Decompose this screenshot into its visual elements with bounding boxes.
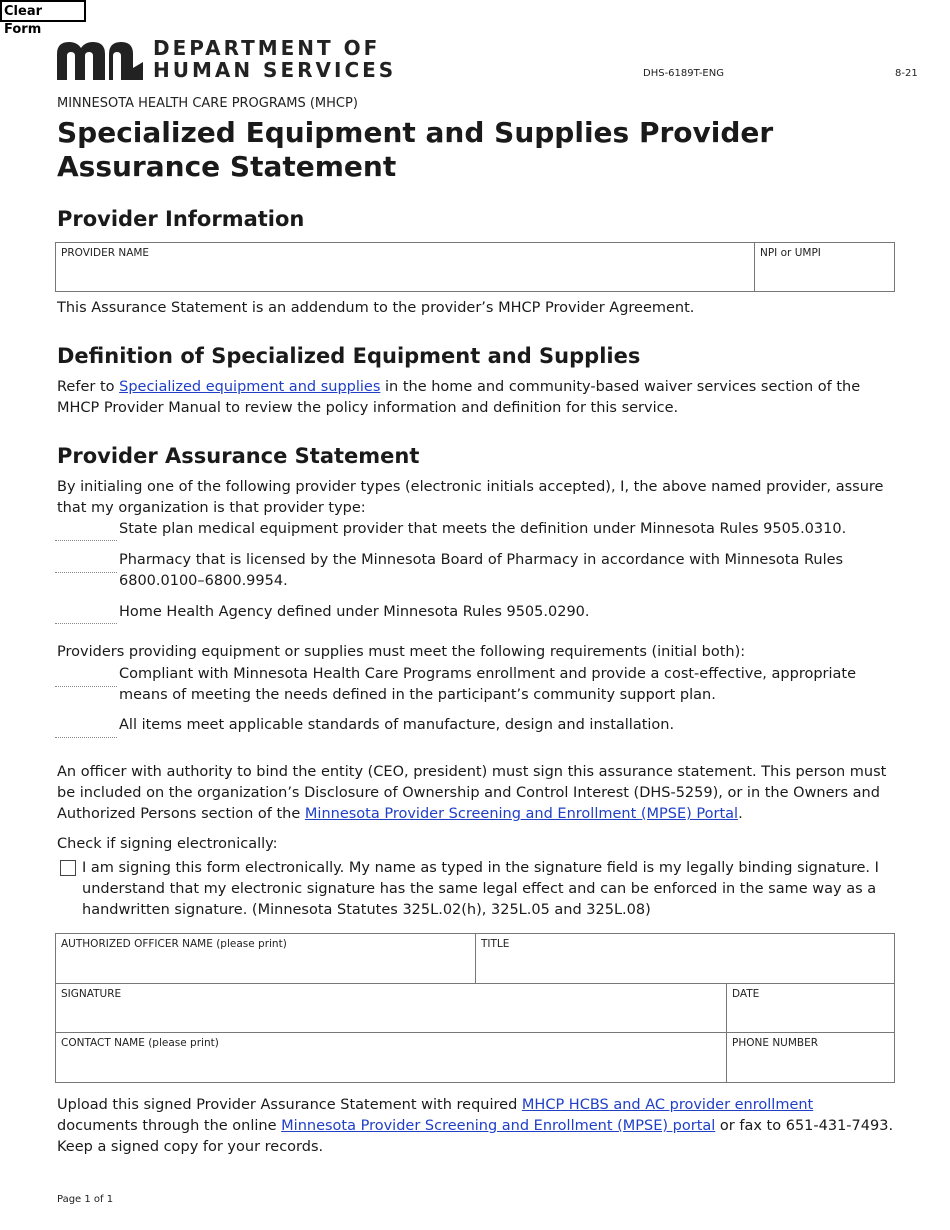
date-label: DATE — [732, 988, 760, 1000]
contact-name-label: CONTACT NAME (please print) — [61, 1037, 219, 1049]
initial-field-req-2[interactable] — [55, 721, 117, 738]
program-name: MINNESOTA HEALTH CARE PROGRAMS (MHCP) — [57, 96, 358, 111]
page-title — [57, 116, 897, 184]
mpse-portal-link[interactable]: Minnesota Provider Screening and Enrollment (MPSE) Portal — [304, 806, 739, 822]
dept-line-2: HUMAN SERVICES — [153, 58, 397, 82]
provider-info-heading: Provider Information — [57, 207, 305, 231]
department-name — [153, 37, 396, 81]
date-field[interactable] — [726, 983, 895, 1033]
form-number: DHS-6189T-ENG — [643, 68, 724, 79]
requirement-2: All items meet applicable standards of manufacture, design and installation. — [119, 717, 675, 733]
provider-type-2: Pharmacy that is licensed by the Minnesota Board of Pharmacy in accordance with Minnesota Rules 6800.0100–6800.9954. — [119, 552, 844, 589]
provider-name-label: PROVIDER NAME — [61, 247, 150, 259]
officer-text — [57, 762, 902, 825]
dept-line-1: DEPARTMENT OF — [153, 36, 381, 60]
initial-field-req-1[interactable] — [55, 670, 117, 687]
contact-name-input[interactable] — [61, 1058, 721, 1078]
officer-text-before: An officer with authority to bind the entity (CEO, president) must sign this assurance statement. This person must be included on the organization’s Disclosure of Ownership and Control Interest (DHS-5259), or in the Owners and Authorized Persons section of the — [57, 764, 887, 822]
title-input[interactable] — [481, 959, 889, 979]
page-number: Page 1 of 1 — [57, 1194, 114, 1205]
signature-label: SIGNATURE — [61, 988, 122, 1000]
title-line-1: Specialized Equipment and Supplies Provider — [57, 116, 774, 149]
mn-logo-icon — [55, 40, 145, 80]
definition-text-after: in the home and community-based waiver services section of the MHCP Provider Manual to review the policy information and definition for this service. — [57, 379, 861, 416]
signature-field[interactable] — [55, 983, 727, 1033]
hcbs-enrollment-link[interactable]: MHCP HCBS and AC provider enrollment — [521, 1097, 814, 1113]
provider-type-1: State plan medical equipment provider that meets the definition under Minnesota Rules 9505.0310. — [119, 521, 847, 537]
provider-name-field[interactable] — [55, 242, 755, 292]
title-label: TITLE — [481, 938, 510, 950]
signature-input[interactable] — [61, 1008, 721, 1028]
npi-label: NPI or UMPI — [760, 247, 821, 259]
initial-field-type-2[interactable] — [55, 556, 117, 573]
upload-text-1: Upload this signed Provider Assurance Statement with required — [57, 1097, 522, 1113]
esign-checkbox[interactable] — [60, 860, 76, 876]
upload-text-3: or fax to 651-431-7493. Keep a signed copy for your records. — [57, 1118, 894, 1155]
clear-form-button[interactable]: Clear Form — [0, 0, 86, 22]
specialized-equipment-link[interactable]: Specialized equipment and supplies — [119, 379, 381, 395]
npi-input[interactable] — [760, 267, 889, 287]
officer-name-label: AUTHORIZED OFFICER NAME (please print) — [61, 938, 287, 950]
requirements-intro: Providers providing equipment or supplies must meet the following requirements (initial both): — [57, 644, 746, 660]
date-input[interactable] — [732, 1008, 889, 1028]
phone-field[interactable] — [726, 1032, 895, 1083]
addendum-text: This Assurance Statement is an addendum to the provider’s MHCP Provider Agreement. — [57, 300, 695, 316]
provider-name-input[interactable] — [61, 267, 749, 287]
officer-text-after: . — [738, 806, 743, 822]
title-line-2: Assurance Statement — [57, 150, 397, 183]
assurance-heading: Provider Assurance Statement — [57, 444, 420, 468]
definition-text — [57, 377, 877, 419]
upload-text — [57, 1095, 897, 1158]
title-field[interactable] — [475, 933, 895, 984]
definition-text-before: Refer to — [57, 379, 120, 395]
definition-heading: Definition of Specialized Equipment and Supplies — [57, 344, 641, 368]
requirement-1: Compliant with Minnesota Health Care Programs enrollment and provide a cost-effective, appropriate means of meeting the needs defined in the participant’s community support plan. — [119, 666, 857, 703]
phone-input[interactable] — [732, 1058, 889, 1078]
contact-name-field[interactable] — [55, 1032, 727, 1083]
initial-field-type-1[interactable] — [55, 524, 117, 541]
revision-date: 8-21 — [895, 68, 918, 79]
initial-field-type-3[interactable] — [55, 607, 117, 624]
check-label: Check if signing electronically: — [57, 836, 278, 852]
phone-label: PHONE NUMBER — [732, 1037, 819, 1049]
officer-name-field[interactable] — [55, 933, 476, 984]
upload-text-2: documents through the online — [57, 1118, 282, 1134]
provider-type-3: Home Health Agency defined under Minnesota Rules 9505.0290. — [119, 604, 590, 620]
mpse-portal-upload-link[interactable]: Minnesota Provider Screening and Enrollment (MPSE) portal — [281, 1118, 716, 1134]
officer-name-input[interactable] — [61, 959, 470, 979]
npi-field[interactable] — [754, 242, 895, 292]
esign-text: I am signing this form electronically. My name as typed in the signature field is my legally binding signature. I understand that my electronic signature has the same legal effect and can be enforced in the same way as a handwritten signature. (Minnesota Statutes 325L.02(h), 325L.05 and 325L.08) — [82, 860, 879, 918]
assurance-intro: By initialing one of the following provider types (electronic initials accepted), I, the above named provider, assure that my organization is that provider type: — [57, 479, 884, 516]
